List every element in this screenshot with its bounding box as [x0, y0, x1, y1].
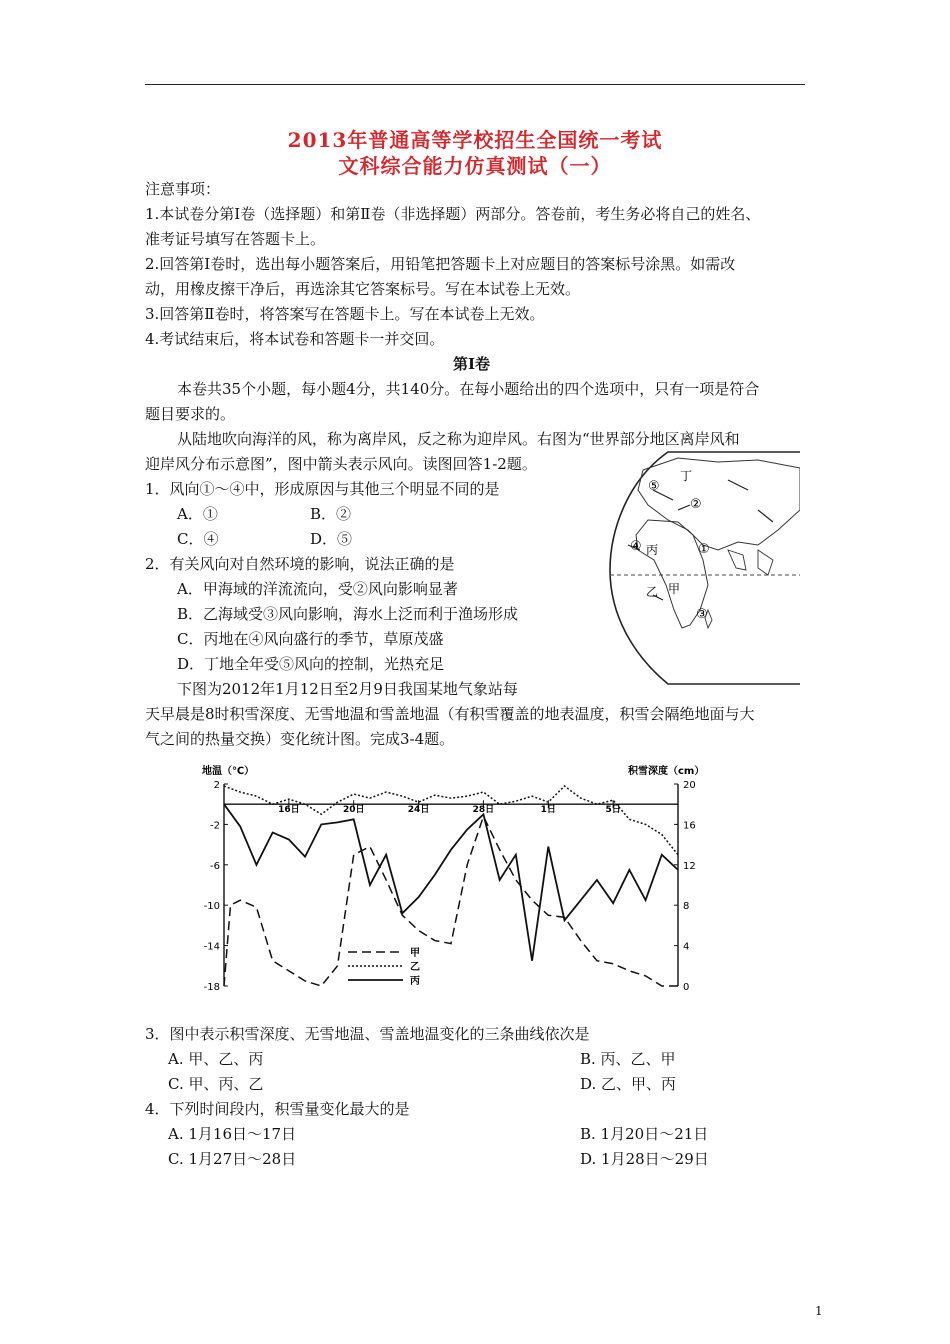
- left-tick-label: -6: [210, 860, 220, 872]
- right-tick-label: 20: [683, 780, 696, 791]
- question-3-option-c: C. 甲、丙、乙: [168, 1075, 264, 1093]
- map-label-1: ①: [698, 542, 710, 557]
- page-number: 1: [815, 1304, 823, 1318]
- notice-item-1a: 1.本试卷分第Ⅰ卷（选择题）和第Ⅱ卷（非选择题）两部分。答卷前，考生务必将自己的姓名、: [145, 205, 761, 223]
- notice-item-1b: 准考证号填写在答题卡上。: [145, 230, 326, 248]
- map-label-yi: 乙: [646, 585, 659, 599]
- material-1a: 从陆地吹向海洋的风，称为离岸风，反之称为迎岸风。右图为“世界部分地区离岸风和: [177, 430, 740, 448]
- question-2-option-a: A．甲海域的洋流流向，受②风向影响显著: [177, 580, 458, 598]
- right-tick-label: 16: [683, 820, 696, 832]
- notice-heading: 注意事项：: [145, 180, 221, 198]
- question-4-stem: 4．下列时间段内，积雪量变化最大的是: [145, 1100, 410, 1118]
- question-1-option-c: C．④: [177, 530, 219, 548]
- series-line-2: [224, 786, 678, 855]
- notice-item-2a: 2.回答第Ⅰ卷时，选出每小题答案后，用铅笔把答题卡上对应题目的答案标号涂黑。如需改: [145, 255, 736, 273]
- left-axis-label: 地温（℃）: [202, 766, 255, 777]
- question-3-option-a: A. 甲、乙、丙: [168, 1050, 264, 1068]
- map-label-jia: 甲: [668, 582, 681, 596]
- question-4-option-a: A. 1月16日～17日: [168, 1125, 297, 1143]
- eurasia-outline: [638, 458, 800, 550]
- question-1-option-b: B．②: [310, 505, 352, 523]
- legend-label-3: 丙: [410, 976, 420, 987]
- section-intro-b: 题目要求的。: [145, 405, 236, 423]
- left-tick-label: -14: [203, 941, 220, 953]
- right-tick-label: 0: [683, 982, 690, 993]
- map-label-bing: 丙: [646, 543, 659, 557]
- question-1-option-d: D．⑤: [310, 530, 353, 548]
- legend-label-2: 乙: [410, 962, 420, 973]
- question-2-option-d: D．丁地全年受⑤风向的控制，光热充足: [177, 655, 445, 673]
- question-2-option-c: C．丙地在④风向盛行的季节，草原茂盛: [177, 630, 444, 648]
- notice-item-3: 3.回答第Ⅱ卷时，将答案写在答题卡上。写在本试卷上无效。: [145, 305, 545, 323]
- question-3-option-d: D. 乙、甲、丙: [580, 1075, 677, 1093]
- question-4-option-b: B. 1月20日～21日: [580, 1125, 709, 1143]
- right-tick-label: 8: [683, 901, 690, 913]
- exam-title: 2013年普通高等学校招生全国统一考试: [287, 128, 663, 152]
- question-2-option-b: B．乙海域受③风向影响，海水上泛而利于渔场形成: [177, 605, 519, 623]
- date-tick-label: 20日: [342, 805, 365, 816]
- se-asia-outline: [758, 550, 773, 575]
- map-label-ding: 丁: [680, 469, 693, 483]
- date-tick-label: 24日: [407, 805, 430, 816]
- exam-subtitle: 文科综合能力仿真测试（一）: [338, 154, 612, 178]
- header-rule: [145, 84, 805, 85]
- legend-label-1: 甲: [410, 948, 420, 959]
- chart-svg: [198, 762, 710, 998]
- question-4-option-c: C. 1月27日～28日: [168, 1150, 297, 1168]
- date-tick-label: 16日: [278, 805, 300, 816]
- question-3-option-b: B. 丙、乙、甲: [580, 1050, 676, 1068]
- date-tick-label: 5日: [605, 805, 621, 816]
- material-1b: 迎岸风分布示意图”，图中箭头表示风向。读图回答1-2题。: [145, 455, 537, 473]
- map-label-3: ③: [696, 607, 708, 622]
- material-2a: 下图为2012年1月12日至2月9日我国某地气象站每: [177, 680, 518, 698]
- map-label-2: ②: [690, 497, 702, 512]
- question-2-stem: 2．有关风向对自然环境的影响，说法正确的是: [145, 555, 455, 573]
- right-tick-label: 4: [683, 941, 690, 953]
- left-tick-label: -10: [203, 901, 220, 913]
- map-label-5: ⑤: [648, 479, 660, 494]
- right-tick-label: 12: [683, 860, 696, 872]
- wind-map-svg: [608, 450, 800, 686]
- map-label-4: ④: [630, 539, 642, 554]
- question-4-option-d: D. 1月28日～29日: [580, 1150, 709, 1168]
- material-2c: 气之间的热量交换）变化统计图。完成3-4题。: [145, 730, 455, 748]
- section-heading: 第Ⅰ卷: [453, 355, 491, 373]
- notice-item-4: 4.考试结束后，将本试卷和答题卡一并交回。: [145, 330, 445, 348]
- left-tick-label: -2: [210, 820, 220, 832]
- india-outline: [728, 550, 746, 570]
- series-line-3: [224, 804, 678, 961]
- left-tick-label: -18: [203, 982, 220, 993]
- right-axis-label: 积雪深度（cm）: [628, 766, 705, 777]
- wind-map-figure: [608, 450, 800, 686]
- material-2b: 天早晨是8时积雪深度、无雪地温和雪盖地温（有积雪覆盖的地表温度，积雪会隔绝地面与大: [145, 705, 755, 723]
- question-3-stem: 3．图中表示积雪深度、无雪地温、雪盖地温变化的三条曲线依次是: [145, 1025, 590, 1043]
- date-tick-label: 1日: [540, 805, 556, 816]
- notice-item-2b: 动，用橡皮擦干净后，再选涂其它答案标号。写在本试卷上无效。: [145, 280, 581, 298]
- date-tick-label: 28日: [472, 805, 495, 816]
- question-1-stem: 1．风向①～④中，形成原因与其他三个明显不同的是: [145, 480, 500, 498]
- question-1-option-a: A．①: [177, 505, 218, 523]
- snow-temperature-chart: [198, 762, 710, 998]
- left-tick-label: 2: [213, 780, 220, 791]
- section-intro-a: 本卷共35个小题，每小题4分，共140分。在每小题给出的四个选项中，只有一项是符合: [177, 380, 760, 398]
